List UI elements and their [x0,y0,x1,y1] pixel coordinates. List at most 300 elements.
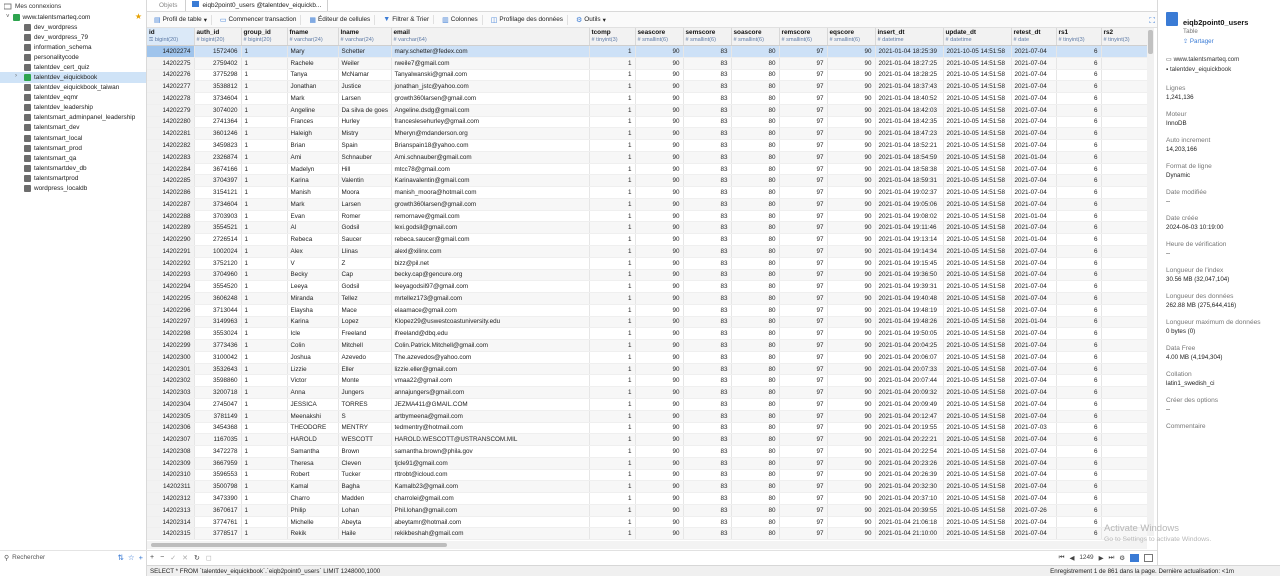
cell-group_id[interactable]: 1 [241,93,287,105]
cell-auth_id[interactable]: 2741364 [194,116,241,128]
cell-id[interactable]: 14202292 [147,257,194,269]
cell-group_id[interactable]: 1 [241,481,287,493]
cell-lname[interactable]: TORRES [338,398,391,410]
table-row[interactable] [147,210,1147,222]
cell-rs2[interactable] [1101,422,1147,434]
cell-semscore[interactable]: 83 [683,469,731,481]
cell-remscore[interactable]: 97 [779,187,827,199]
cell-auth_id[interactable]: 3100042 [194,351,241,363]
cell-tcomp[interactable]: 1 [589,128,635,140]
cell-rs1[interactable]: 6 [1056,69,1101,81]
cell-rs2[interactable] [1101,198,1147,210]
cell-auth_id[interactable]: 3200718 [194,387,241,399]
cell-insert_dt[interactable]: 2021-01-04 19:39:31 [875,281,943,293]
cell-id[interactable]: 14202278 [147,93,194,105]
cell-rs2[interactable] [1101,387,1147,399]
cell-remscore[interactable]: 97 [779,528,827,540]
profile-button[interactable] [150,15,212,25]
cell-auth_id[interactable]: 3775298 [194,69,241,81]
cell-insert_dt[interactable]: 2021-01-04 20:06:07 [875,351,943,363]
cell-update_dt[interactable]: 2021-10-05 14:51:58 [943,446,1011,458]
cell-retest_dt[interactable]: 2021-07-04 [1011,257,1056,269]
cell-lname[interactable]: Mace [338,304,391,316]
cell-fname[interactable]: HAROLD [287,434,338,446]
cell-rs2[interactable] [1101,163,1147,175]
cell-email[interactable]: mary.schetter@fedex.com [391,46,589,58]
sidebar-item-database[interactable] [0,83,146,93]
cell-auth_id[interactable]: 3674166 [194,163,241,175]
cell-insert_dt[interactable]: 2021-01-04 19:48:26 [875,316,943,328]
cell-soascore[interactable]: 80 [731,410,779,422]
cell-group_id[interactable]: 1 [241,198,287,210]
cell-update_dt[interactable]: 2021-10-05 14:51:58 [943,481,1011,493]
cell-tcomp[interactable]: 1 [589,387,635,399]
cell-auth_id[interactable]: 2326874 [194,151,241,163]
search-input[interactable]: Rechercher [12,554,46,561]
cell-group_id[interactable]: 1 [241,304,287,316]
cell-auth_id[interactable]: 3778517 [194,528,241,540]
cell-update_dt[interactable]: 2021-10-05 14:51:58 [943,269,1011,281]
cell-remscore[interactable]: 97 [779,151,827,163]
cell-seascore[interactable]: 90 [635,469,683,481]
cell-tcomp[interactable]: 1 [589,493,635,505]
vertical-scrollbar[interactable] [1147,28,1154,536]
cell-group_id[interactable]: 1 [241,46,287,58]
sidebar-item-database[interactable] [0,153,146,163]
cell-rs2[interactable] [1101,128,1147,140]
cell-soascore[interactable]: 80 [731,351,779,363]
cell-tcomp[interactable]: 1 [589,163,635,175]
cell-insert_dt[interactable]: 2021-01-04 18:54:59 [875,151,943,163]
refresh-icon[interactable]: ↻ [193,554,200,562]
cell-group_id[interactable]: 1 [241,363,287,375]
cell-lname[interactable]: Freeland [338,328,391,340]
cell-semscore[interactable]: 83 [683,328,731,340]
cell-seascore[interactable]: 90 [635,340,683,352]
cell-remscore[interactable]: 97 [779,222,827,234]
cell-retest_dt[interactable]: 2021-01-04 [1011,151,1056,163]
column-header-rs1[interactable] [1056,28,1101,46]
cell-tcomp[interactable]: 1 [589,375,635,387]
cell-soascore[interactable]: 80 [731,469,779,481]
cell-group_id[interactable]: 1 [241,293,287,305]
cell-tcomp[interactable]: 1 [589,46,635,58]
cell-semscore[interactable]: 83 [683,398,731,410]
cell-lname[interactable]: Schnauber [338,151,391,163]
cell-retest_dt[interactable]: 2021-07-04 [1011,93,1056,105]
cell-update_dt[interactable]: 2021-10-05 14:51:58 [943,504,1011,516]
cell-group_id[interactable]: 1 [241,528,287,540]
table-row[interactable] [147,398,1147,410]
cell-lname[interactable]: Haile [338,528,391,540]
cell-id[interactable]: 14202304 [147,398,194,410]
cell-semscore[interactable]: 83 [683,493,731,505]
cell-eqscore[interactable]: 90 [827,469,875,481]
cell-fname[interactable]: Evan [287,210,338,222]
cell-id[interactable]: 14202298 [147,328,194,340]
cell-soascore[interactable]: 80 [731,434,779,446]
table-row[interactable] [147,457,1147,469]
cell-remscore[interactable]: 97 [779,46,827,58]
cell-insert_dt[interactable]: 2021-01-04 19:02:37 [875,187,943,199]
cell-insert_dt[interactable]: 2021-01-04 20:22:54 [875,446,943,458]
cell-retest_dt[interactable]: 2021-07-04 [1011,457,1056,469]
cell-soascore[interactable]: 80 [731,116,779,128]
cell-rs1[interactable]: 6 [1056,128,1101,140]
cell-auth_id[interactable]: 3596553 [194,469,241,481]
cell-retest_dt[interactable]: 2021-07-04 [1011,516,1056,528]
cell-insert_dt[interactable]: 2021-01-04 21:10:00 [875,528,943,540]
cell-email[interactable]: Phil.lohan@gmail.com [391,504,589,516]
cell-remscore[interactable]: 97 [779,140,827,152]
cell-seascore[interactable]: 90 [635,46,683,58]
cell-semscore[interactable]: 83 [683,234,731,246]
cell-semscore[interactable]: 83 [683,516,731,528]
cell-fname[interactable]: Becky [287,269,338,281]
table-row[interactable] [147,69,1147,81]
cell-lname[interactable]: Spain [338,140,391,152]
cell-retest_dt[interactable]: 2021-07-03 [1011,422,1056,434]
cell-auth_id[interactable]: 3713044 [194,304,241,316]
cell-rs2[interactable] [1101,457,1147,469]
cell-group_id[interactable]: 1 [241,116,287,128]
cell-fname[interactable]: Samantha [287,446,338,458]
cell-auth_id[interactable]: 2726514 [194,234,241,246]
cell-soascore[interactable]: 80 [731,375,779,387]
cell-remscore[interactable]: 97 [779,104,827,116]
cell-fname[interactable]: Madelyn [287,163,338,175]
cell-group_id[interactable]: 1 [241,187,287,199]
cell-seascore[interactable]: 90 [635,222,683,234]
cell-tcomp[interactable]: 1 [589,340,635,352]
cell-rs2[interactable] [1101,410,1147,422]
cell-rs1[interactable]: 6 [1056,222,1101,234]
cell-semscore[interactable]: 83 [683,340,731,352]
cell-tcomp[interactable]: 1 [589,469,635,481]
cell-insert_dt[interactable]: 2021-01-04 18:28:25 [875,69,943,81]
cell-email[interactable]: annajungers@gmail.com [391,387,589,399]
cell-update_dt[interactable]: 2021-10-05 14:51:58 [943,363,1011,375]
cell-semscore[interactable]: 83 [683,422,731,434]
cell-group_id[interactable]: 1 [241,246,287,258]
cell-id[interactable]: 14202296 [147,304,194,316]
cell-group_id[interactable]: 1 [241,375,287,387]
cell-auth_id[interactable]: 3734604 [194,93,241,105]
cell-retest_dt[interactable]: 2021-07-04 [1011,387,1056,399]
column-header-retest_dt[interactable] [1011,28,1056,46]
cell-lname[interactable]: Da silva de goes [338,104,391,116]
cell-insert_dt[interactable]: 2021-01-04 18:52:21 [875,140,943,152]
cell-id[interactable]: 14202307 [147,434,194,446]
cell-semscore[interactable]: 83 [683,446,731,458]
cell-retest_dt[interactable]: 2021-07-04 [1011,69,1056,81]
cell-fname[interactable]: Rebeca [287,234,338,246]
cell-update_dt[interactable]: 2021-10-05 14:51:58 [943,340,1011,352]
cell-email[interactable]: The.azevedos@yahoo.com [391,351,589,363]
tools-button[interactable] [572,15,610,25]
cell-semscore[interactable]: 83 [683,163,731,175]
cell-eqscore[interactable]: 90 [827,116,875,128]
cell-id[interactable]: 14202275 [147,57,194,69]
cell-eqscore[interactable]: 90 [827,269,875,281]
cell-tcomp[interactable]: 1 [589,104,635,116]
sidebar-item-database[interactable] [0,32,146,42]
cell-lname[interactable]: Mistry [338,128,391,140]
cell-lname[interactable]: Weiler [338,57,391,69]
cell-soascore[interactable]: 80 [731,69,779,81]
cell-seascore[interactable]: 90 [635,128,683,140]
cell-seascore[interactable]: 90 [635,293,683,305]
cell-semscore[interactable]: 83 [683,351,731,363]
table-row[interactable] [147,351,1147,363]
cell-id[interactable]: 14202295 [147,293,194,305]
tab-table[interactable] [185,0,328,11]
cell-group_id[interactable]: 1 [241,57,287,69]
cell-lname[interactable]: WESCOTT [338,434,391,446]
cell-semscore[interactable]: 83 [683,504,731,516]
cell-id[interactable]: 14202291 [147,246,194,258]
cell-seascore[interactable]: 90 [635,457,683,469]
cell-update_dt[interactable]: 2021-10-05 14:51:58 [943,375,1011,387]
cell-soascore[interactable]: 80 [731,516,779,528]
cell-rs1[interactable]: 6 [1056,328,1101,340]
columns-button[interactable] [438,15,483,25]
table-row[interactable] [147,446,1147,458]
horizontal-scrollbar[interactable] [147,541,1147,549]
first-page-icon[interactable]: ⏮ [1058,553,1065,561]
cell-remscore[interactable]: 97 [779,457,827,469]
cell-fname[interactable]: Victor [287,375,338,387]
column-header-soascore[interactable] [731,28,779,46]
cell-rs1[interactable]: 6 [1056,387,1101,399]
cell-eqscore[interactable]: 90 [827,198,875,210]
cell-tcomp[interactable]: 1 [589,57,635,69]
cell-fname[interactable]: Lizzie [287,363,338,375]
cell-lname[interactable]: Mitchell [338,340,391,352]
cell-remscore[interactable]: 97 [779,363,827,375]
cell-retest_dt[interactable]: 2021-07-04 [1011,469,1056,481]
cell-semscore[interactable]: 83 [683,481,731,493]
cell-rs2[interactable] [1101,222,1147,234]
cell-auth_id[interactable]: 3074020 [194,104,241,116]
cell-semscore[interactable]: 83 [683,128,731,140]
cell-rs2[interactable] [1101,304,1147,316]
cell-group_id[interactable]: 1 [241,257,287,269]
cell-remscore[interactable]: 97 [779,69,827,81]
cell-fname[interactable]: Joshua [287,351,338,363]
cell-insert_dt[interactable]: 2021-01-04 19:05:06 [875,198,943,210]
cell-eqscore[interactable]: 90 [827,375,875,387]
cell-semscore[interactable]: 83 [683,46,731,58]
cell-rs1[interactable]: 6 [1056,457,1101,469]
cell-id[interactable]: 14202310 [147,469,194,481]
cell-eqscore[interactable]: 90 [827,316,875,328]
discard-icon[interactable]: ✕ [182,554,188,562]
cell-id[interactable]: 14202277 [147,81,194,93]
cell-auth_id[interactable]: 3781149 [194,410,241,422]
table-row[interactable] [147,528,1147,540]
cell-rs1[interactable]: 6 [1056,293,1101,305]
cell-soascore[interactable]: 80 [731,128,779,140]
cell-seascore[interactable]: 90 [635,363,683,375]
cell-seascore[interactable]: 90 [635,387,683,399]
cell-rs2[interactable] [1101,104,1147,116]
column-header-seascore[interactable] [635,28,683,46]
cell-remscore[interactable]: 97 [779,246,827,258]
cell-rs2[interactable] [1101,257,1147,269]
cell-email[interactable]: vmaa22@gmail.com [391,375,589,387]
column-header-fname[interactable] [287,28,338,46]
cell-update_dt[interactable]: 2021-10-05 14:51:58 [943,328,1011,340]
cell-semscore[interactable]: 83 [683,257,731,269]
cell-update_dt[interactable]: 2021-10-05 14:51:58 [943,210,1011,222]
cell-soascore[interactable]: 80 [731,528,779,540]
cell-retest_dt[interactable]: 2021-07-04 [1011,198,1056,210]
cell-insert_dt[interactable]: 2021-01-04 20:26:39 [875,469,943,481]
cell-remscore[interactable]: 97 [779,163,827,175]
grid-view-icon[interactable] [1130,554,1139,562]
cell-soascore[interactable]: 80 [731,46,779,58]
cell-lname[interactable]: Madden [338,493,391,505]
cell-auth_id[interactable]: 3473390 [194,493,241,505]
cell-eqscore[interactable]: 90 [827,81,875,93]
cell-remscore[interactable]: 97 [779,198,827,210]
cell-lname[interactable]: Jungers [338,387,391,399]
cell-fname[interactable]: Elaysha [287,304,338,316]
cell-insert_dt[interactable]: 2021-01-04 18:47:23 [875,128,943,140]
cell-retest_dt[interactable]: 2021-07-04 [1011,398,1056,410]
cell-lname[interactable]: Brown [338,446,391,458]
cell-eqscore[interactable]: 90 [827,69,875,81]
cell-insert_dt[interactable]: 2021-01-04 19:48:19 [875,304,943,316]
cell-auth_id[interactable]: 3670617 [194,504,241,516]
cell-tcomp[interactable]: 1 [589,457,635,469]
begin-transaction-button[interactable] [216,15,301,25]
cell-update_dt[interactable]: 2021-10-05 14:51:58 [943,422,1011,434]
cell-group_id[interactable]: 1 [241,504,287,516]
cell-remscore[interactable]: 97 [779,504,827,516]
cell-email[interactable]: rttrobt@icloud.com [391,469,589,481]
cell-retest_dt[interactable]: 2021-07-04 [1011,246,1056,258]
cell-rs1[interactable]: 6 [1056,281,1101,293]
cell-lname[interactable]: Abeyta [338,516,391,528]
cell-rs2[interactable] [1101,493,1147,505]
cell-rs1[interactable]: 6 [1056,340,1101,352]
cell-update_dt[interactable]: 2021-10-05 14:51:58 [943,257,1011,269]
cell-retest_dt[interactable]: 2021-07-04 [1011,222,1056,234]
cell-update_dt[interactable]: 2021-10-05 14:51:58 [943,351,1011,363]
cell-rs2[interactable] [1101,210,1147,222]
cell-email[interactable]: Colin.Patrick.Mitchell@gmail.com [391,340,589,352]
cell-group_id[interactable]: 1 [241,434,287,446]
cell-auth_id[interactable]: 3704960 [194,269,241,281]
cell-rs2[interactable] [1101,93,1147,105]
cell-semscore[interactable]: 83 [683,93,731,105]
cell-group_id[interactable]: 1 [241,175,287,187]
cell-insert_dt[interactable]: 2021-01-04 19:36:50 [875,269,943,281]
cell-id[interactable]: 14202282 [147,140,194,152]
cell-update_dt[interactable]: 2021-10-05 14:51:58 [943,198,1011,210]
cell-eqscore[interactable]: 90 [827,293,875,305]
cell-seascore[interactable]: 90 [635,104,683,116]
cell-remscore[interactable]: 97 [779,446,827,458]
table-row[interactable] [147,81,1147,93]
cell-id[interactable]: 14202303 [147,387,194,399]
cell-remscore[interactable]: 97 [779,175,827,187]
cell-seascore[interactable]: 90 [635,516,683,528]
cell-seascore[interactable]: 90 [635,234,683,246]
cell-auth_id[interactable]: 3154121 [194,187,241,199]
cell-update_dt[interactable]: 2021-10-05 14:51:58 [943,128,1011,140]
cell-group_id[interactable]: 1 [241,163,287,175]
cell-soascore[interactable]: 80 [731,269,779,281]
cell-rs1[interactable]: 6 [1056,375,1101,387]
table-row[interactable] [147,222,1147,234]
cell-soascore[interactable]: 80 [731,151,779,163]
cell-retest_dt[interactable]: 2021-07-04 [1011,281,1056,293]
cell-auth_id[interactable]: 3532643 [194,363,241,375]
cell-fname[interactable]: Kamal [287,481,338,493]
cell-auth_id[interactable]: 3734604 [194,198,241,210]
cell-rs2[interactable] [1101,434,1147,446]
cell-insert_dt[interactable]: 2021-01-04 19:15:45 [875,257,943,269]
cell-tcomp[interactable]: 1 [589,528,635,540]
column-header-auth_id[interactable] [194,28,241,46]
cell-tcomp[interactable]: 1 [589,351,635,363]
column-header-lname[interactable] [338,28,391,46]
cell-auth_id[interactable]: 3500798 [194,481,241,493]
cell-rs2[interactable] [1101,398,1147,410]
cell-semscore[interactable]: 83 [683,57,731,69]
cell-semscore[interactable]: 83 [683,457,731,469]
cell-seascore[interactable]: 90 [635,398,683,410]
table-row[interactable] [147,116,1147,128]
cell-seascore[interactable]: 90 [635,528,683,540]
cell-id[interactable]: 14202312 [147,493,194,505]
cell-semscore[interactable]: 83 [683,140,731,152]
cell-remscore[interactable]: 97 [779,304,827,316]
cell-email[interactable]: Ami.schnauber@gmail.com [391,151,589,163]
cell-insert_dt[interactable]: 2021-01-04 18:58:38 [875,163,943,175]
cell-update_dt[interactable]: 2021-10-05 14:51:58 [943,493,1011,505]
cell-rs2[interactable] [1101,175,1147,187]
cell-tcomp[interactable]: 1 [589,446,635,458]
cell-soascore[interactable]: 80 [731,222,779,234]
cell-eqscore[interactable]: 90 [827,328,875,340]
cell-remscore[interactable]: 97 [779,328,827,340]
cell-semscore[interactable]: 83 [683,187,731,199]
table-row[interactable] [147,363,1147,375]
cell-rs2[interactable] [1101,57,1147,69]
cell-semscore[interactable]: 83 [683,528,731,540]
cell-rs1[interactable]: 6 [1056,57,1101,69]
cell-seascore[interactable]: 90 [635,304,683,316]
cell-auth_id[interactable]: 1167035 [194,434,241,446]
cell-rs1[interactable]: 6 [1056,81,1101,93]
cell-fname[interactable]: Anna [287,387,338,399]
cell-eqscore[interactable]: 90 [827,481,875,493]
star-filter-icon[interactable]: ☆ [127,553,135,562]
cell-rs1[interactable]: 6 [1056,257,1101,269]
cell-retest_dt[interactable]: 2021-07-04 [1011,410,1056,422]
cell-eqscore[interactable]: 90 [827,187,875,199]
sidebar-item-database[interactable] [0,184,146,194]
cell-lname[interactable]: Tucker [338,469,391,481]
table-row[interactable] [147,128,1147,140]
cell-auth_id[interactable]: 3554520 [194,281,241,293]
cell-fname[interactable]: Philip [287,504,338,516]
cell-seascore[interactable]: 90 [635,175,683,187]
